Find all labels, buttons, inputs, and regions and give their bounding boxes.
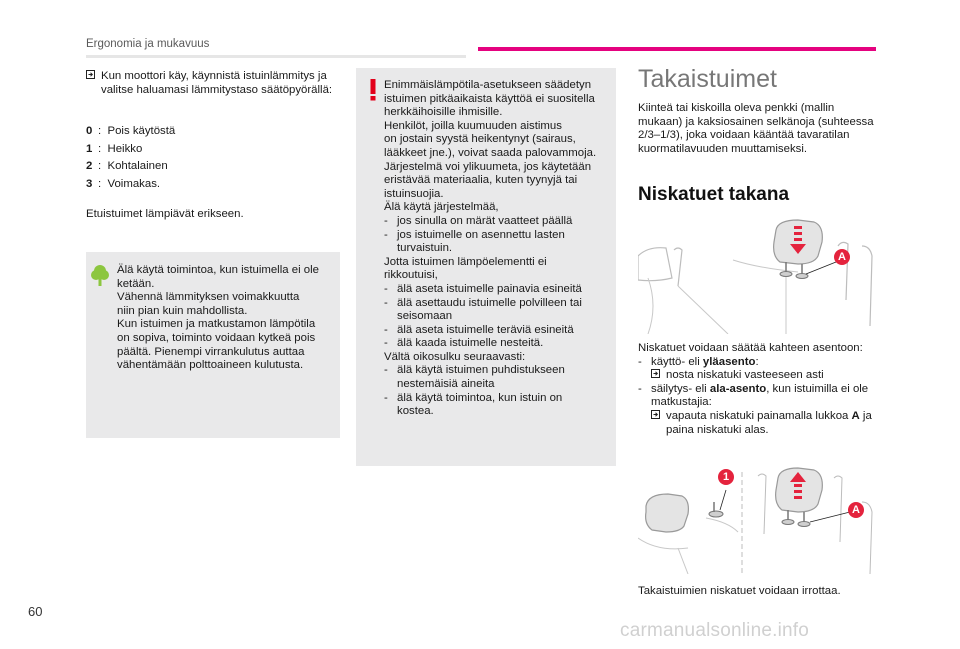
watermark: carmanualsonline.info <box>620 620 810 641</box>
warning-dash-item: - älä aseta istuimelle painavia esineitä <box>384 282 582 295</box>
header-accent-bar <box>478 47 876 51</box>
heating-level-list <box>86 123 286 193</box>
removable-headrests-note: Takaistuimien niskatuet voidaan irrottaa. <box>638 585 841 597</box>
eco-line: on sopiva, toiminto voidaan kytkeä pois <box>117 331 316 344</box>
warning-line: istuimen pitkäaikaista käyttöä ei suositella <box>384 92 595 105</box>
warning-line: Jotta istuimen lämpöelementti ei <box>384 255 547 268</box>
warning-line: Järjestelmä voi ylikuumeta, jos käytetään <box>384 160 592 173</box>
page-number: 60 <box>28 604 43 619</box>
eco-line: niin pian kuin mahdollista. <box>117 304 248 317</box>
arrow-bullet-icon <box>651 369 666 383</box>
warning-line: rikkoutuisi, <box>384 269 438 282</box>
warning-dash-cont: kostea. <box>397 405 434 418</box>
level-row: 1 : Heikko <box>86 142 143 155</box>
warning-dash-cont: seisomaan <box>397 310 453 323</box>
position-item: - käyttö- eli yläasento: <box>638 355 759 368</box>
warning-line: Vältä oikosulku seuraavasti: <box>384 350 526 363</box>
headrest-adjust-text: Niskatuet voidaan säätää kahteen asentoon: - käyttö- eli yläasento: nosta niskatuki vasteeseen asti - säilytys- eli ala-asento, kun istuimilla ei ole matkustajia: vapauta niskatuki painamalla lukkoa A ja paina niskatuki alas. <box>638 342 900 437</box>
position-step: nosta niskatuki vasteeseen asti <box>638 369 900 383</box>
label-1-badge: 1 <box>718 469 734 485</box>
warning-exclamation-icon <box>370 79 376 106</box>
level-row: 0 : Pois käytöstä <box>86 125 176 137</box>
warning-dash-item: - jos istuimelle on asennettu lasten <box>384 228 565 241</box>
warning-line: istuinsuojia. <box>384 187 444 200</box>
page-title: Takaistuimet <box>638 65 777 93</box>
position-step: vapauta niskatuki painamalla lukkoa A ja <box>638 410 900 424</box>
warning-box <box>356 68 616 466</box>
eco-line: vähentämään polttoaineen kulutusta. <box>117 359 304 372</box>
eco-tip-box <box>86 252 340 438</box>
label-a-badge: A <box>834 249 850 265</box>
headrest-figure-1 <box>638 216 875 334</box>
seat-heating-instruction <box>86 70 346 97</box>
warning-dash-item: - älä aseta istuimelle teräviä esineitä <box>384 323 574 336</box>
eco-line: Vähennä lämmityksen voimakkuutta <box>117 291 300 304</box>
section-title: Ergonomia ja mukavuus <box>86 38 210 50</box>
warning-dash-item: - älä kaada istuimelle nesteitä. <box>384 337 544 350</box>
level-row: 2 : Kohtalainen <box>86 160 168 172</box>
level-row: 3 : Voimakas. <box>86 177 161 190</box>
warning-dash-item: - älä käytä toimintoa, kun istuin on <box>384 391 563 404</box>
rear-seats-intro: Kiinteä tai kiskoilla oleva penkki (mallin mukaan) ja kaksiosainen selkänoja (suhteessa 2/3–1/3), joka voidaan kääntää tavaratilan kuormatilavuuden muuttamiseksi. <box>638 102 874 155</box>
eco-tree-icon <box>91 264 109 293</box>
label-a-badge: A <box>848 502 864 518</box>
warning-line: herkkäihoisille ihmisille. <box>384 106 503 119</box>
warning-line: Henkilöt, joilla kuumuuden aistimus <box>384 119 562 132</box>
header-divider <box>86 55 466 58</box>
warning-line: eristävää materiaalia, kuten tyynyjä tai <box>384 174 578 187</box>
warning-dash-item: - älä asettaudu istuimelle polvilleen tai <box>384 296 582 309</box>
warning-line: on jostain syystä heikentynyt (sairaus, <box>384 133 576 146</box>
eco-line: Älä käytä toimintoa, kun istuimella ei ole <box>117 264 319 276</box>
warning-dash-item: - älä käytä istuimen puhdistukseen <box>384 364 565 377</box>
eco-line: ketään. <box>117 277 155 290</box>
section-heading: Niskatuet takana <box>638 184 790 205</box>
warning-dash-cont: turvaistuin. <box>397 242 453 255</box>
warning-line: lääkkeet jne.), voivat saada palovammoja. <box>384 146 597 159</box>
warning-line: Enimmäislämpötila-asetukseen säädetyn <box>384 79 592 91</box>
eco-line: päältä. Pienempi virrankulutus auttaa <box>117 345 305 358</box>
arrow-bullet-icon <box>651 410 666 424</box>
instruction-text: Kun moottori käy, käynnistä istuinlämmitys ja valitse haluamasi lämmitystaso säätöpyörällä: <box>101 70 333 96</box>
arrow-bullet-icon <box>86 70 101 97</box>
warning-dash-item: - jos sinulla on märät vaatteet päällä <box>384 214 573 227</box>
warning-line: Älä käytä järjestelmää, <box>384 201 499 214</box>
independent-heating-note: Etuistuimet lämpiävät erikseen. <box>86 208 244 220</box>
position-item: - säilytys- eli ala-asento, kun istuimilla ei ole <box>638 382 869 395</box>
warning-dash-cont: nestemäisiä aineita <box>397 378 495 391</box>
headrest-figure-2 <box>638 462 875 574</box>
eco-line: Kun istuimen ja matkustamon lämpötila <box>117 318 316 331</box>
